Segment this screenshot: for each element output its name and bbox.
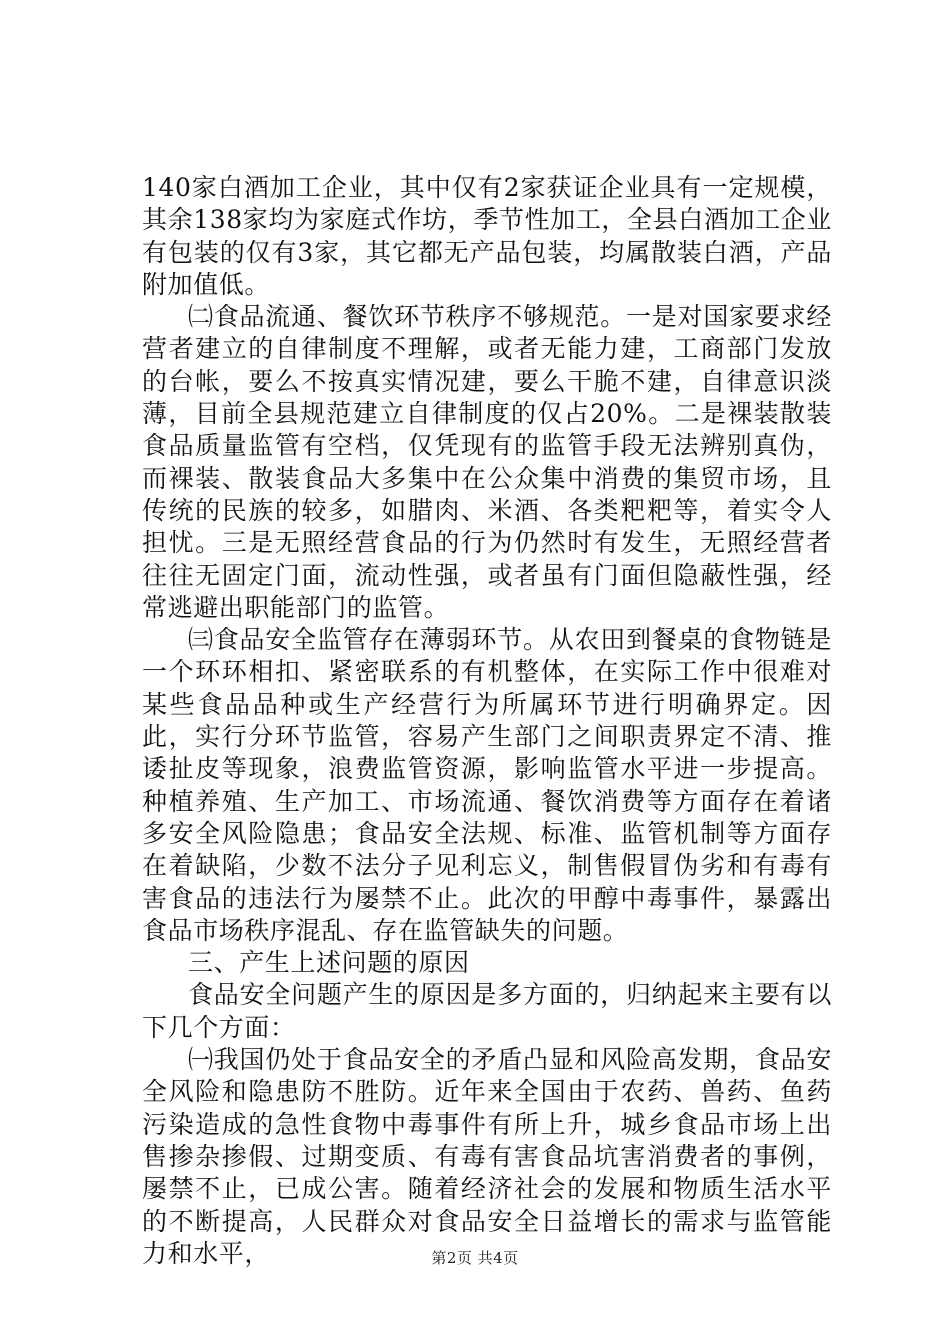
paragraph-1: 140家白酒加工企业，其中仅有2家获证企业具有一定规模，其余138家均为家庭式作坊，季节性加工，全县白酒加工企业有包装的仅有3家，其它都无产品包装，均属散装白酒，产品附加值低。	[142, 173, 832, 299]
page-number-footer: 第2页 共4页	[431, 1249, 519, 1267]
paragraph-6: ㈠我国仍处于食品安全的矛盾凸显和风险高发期，食品安全风险和隐患防不胜防。近年来全国由于农药、兽药、鱼药污染造成的急性食物中毒事件有所上升，城乡食品市场上出售掺杂掺假、过期变质、有毒有害食品坑害消费者的事例，屡禁不止，已成公害。随着经济社会的发展和物质生活水平的不断提高，人民群众对食品安全日益增长的需求与监管能力和水平，	[142, 1045, 832, 1268]
paragraph-5: 食品安全问题产生的原因是多方面的，归纳起来主要有以下几个方面：	[142, 980, 832, 1042]
section-heading: 三、产生上述问题的原因	[188, 948, 470, 978]
paragraph-2: ㈡食品流通、餐饮环节秩序不够规范。一是对国家要求经营者建立的自律制度不理解，或者无能力建，工商部门发放的台帐，要么不按真实情况建，要么干脆不建，自律意识淡薄，目前全县规范建立自律制度的仅占20%。二是裸装散装食品质量监管有空档，仅凭现有的监管手段无法辨别真伪，而裸装、散装食品大多集中在公众集中消费的集贸市场，且传统的民族的较多，如腊肉、米酒、各类粑粑等，着实令人担忧。三是无照经营食品的行为仍然时有发生，无照经营者往往无固定门面，流动性强，或者虽有门面但隐蔽性强，经常逃避出职能部门的监管。	[142, 302, 832, 622]
paragraph-3: ㈢食品安全监管存在薄弱环节。从农田到餐桌的食物链是一个环环相扣、紧密联系的有机整体，在实际工作中很难对某些食品品种或生产经营行为所属环节进行明确界定。因此，实行分环节监管，容易产生部门之间职责界定不清、推诿扯皮等现象，浪费监管资源，影响监管水平进一步提高。种植养殖、生产加工、市场流通、餐饮消费等方面存在着诸多安全风险隐患；食品安全法规、标准、监管机制等方面存在着缺陷，少数不法分子见利忘义，制售假冒伪劣和有毒有害食品的违法行为屡禁不止。此次的甲醇中毒事件，暴露出食品市场秩序混乱、存在监管缺失的问题。	[142, 625, 832, 945]
document-body	[142, 172, 832, 1270]
